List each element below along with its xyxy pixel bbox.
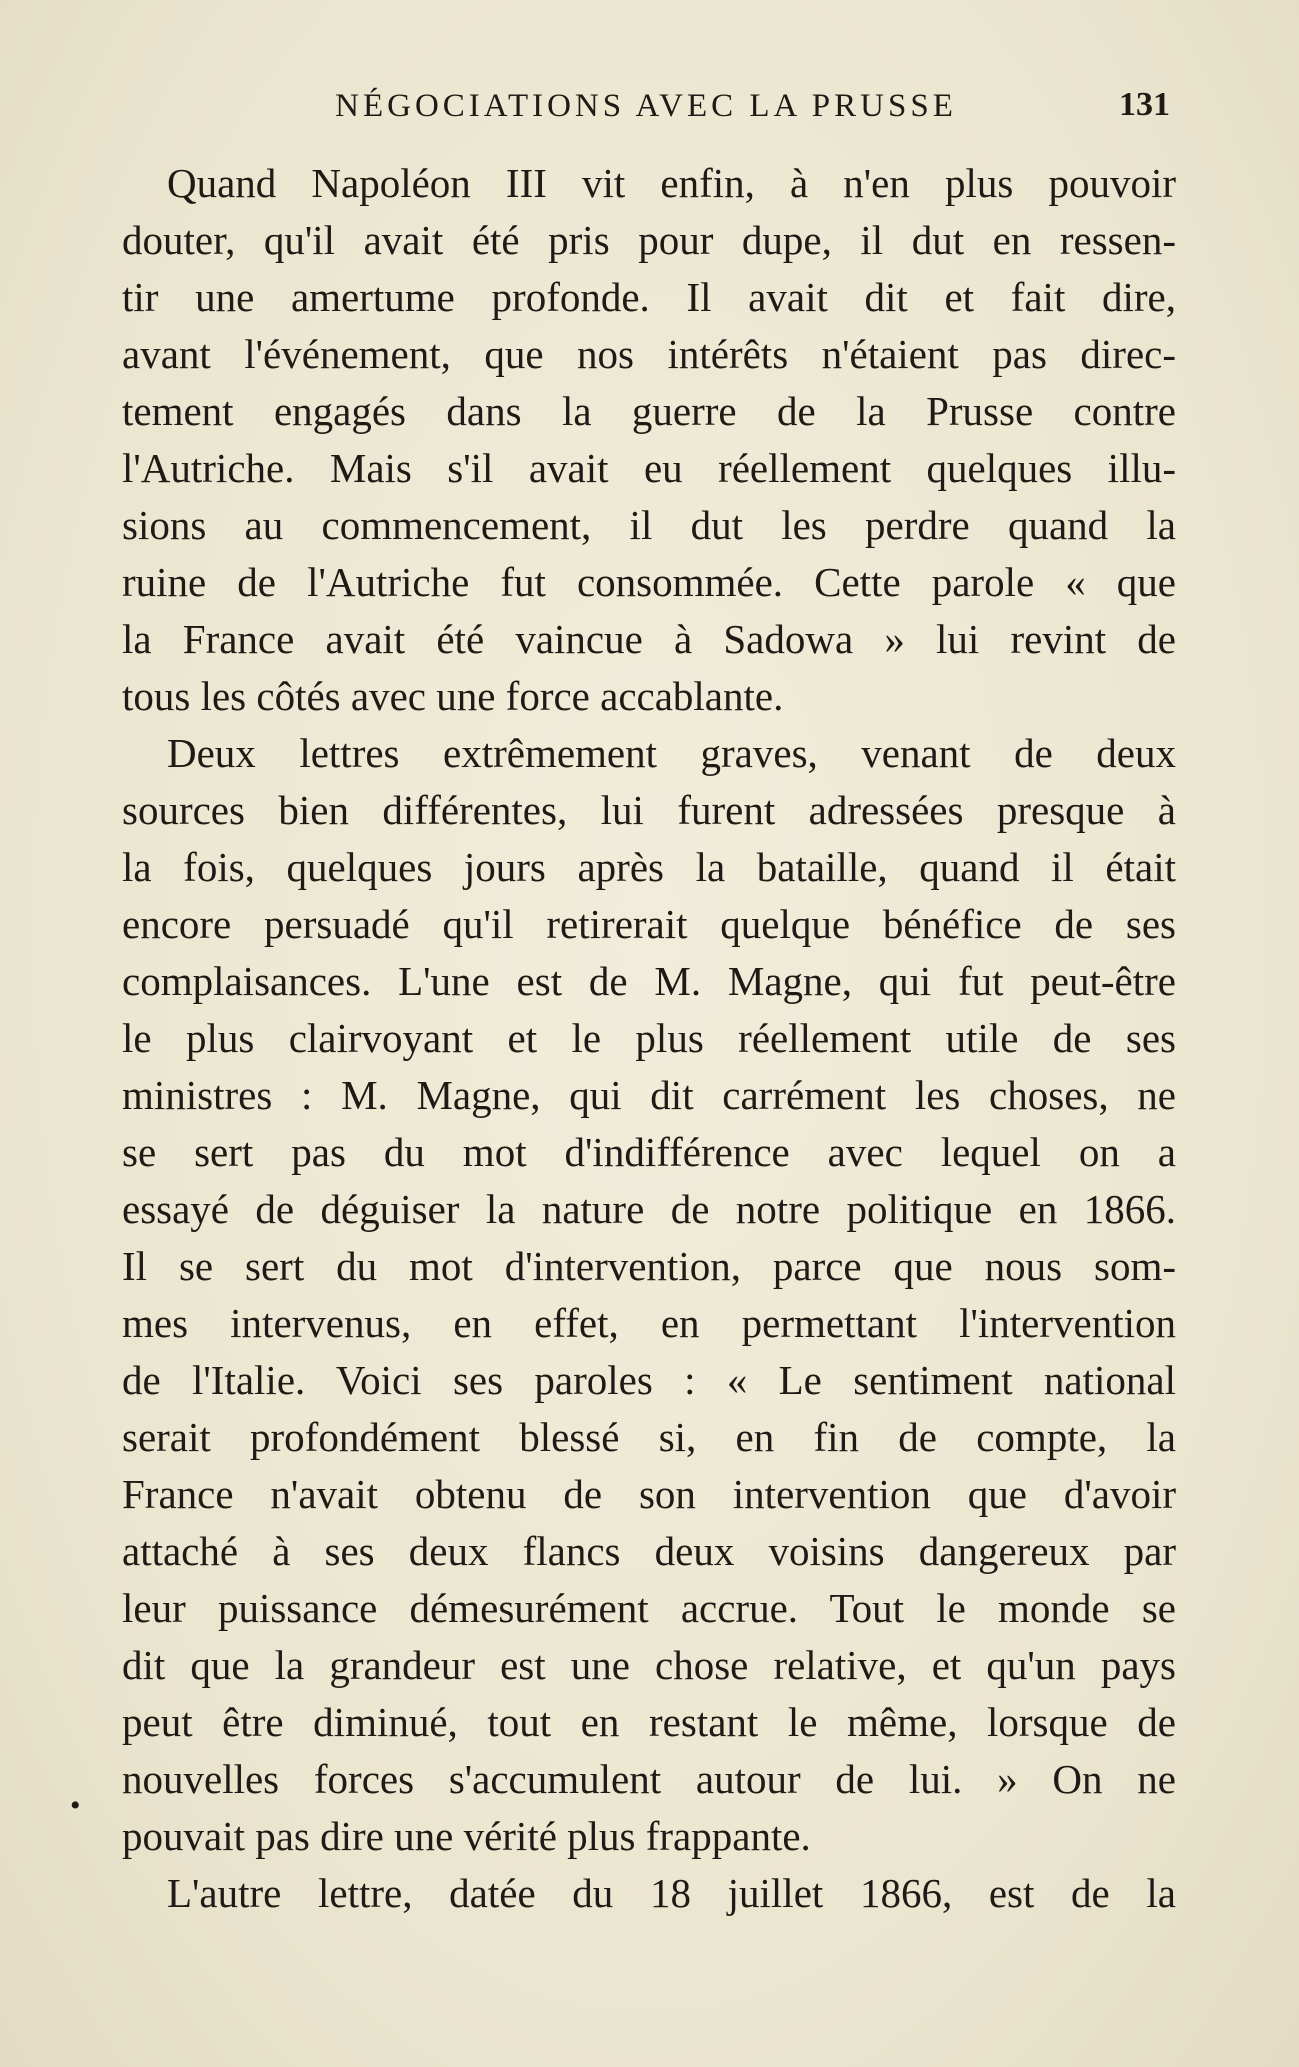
text-line: l'Autriche. Mais s'il avait eu réellement quelques illu- xyxy=(122,445,1176,491)
text-line: Il se sert du mot d'intervention, parce que nous som- xyxy=(122,1243,1176,1289)
text-line: mes intervenus, en effet, en permettant l'intervention xyxy=(122,1300,1176,1346)
text-line: sources bien différentes, lui furent adressées presque à xyxy=(122,787,1176,833)
text-line: essayé de déguiser la nature de notre politique en 1866. xyxy=(122,1186,1176,1232)
text-line: douter, qu'il avait été pris pour dupe, il dut en ressen- xyxy=(122,217,1176,263)
text-line: la France avait été vaincue à Sadowa » lui revint de xyxy=(122,616,1176,662)
text-line: de l'Italie. Voici ses paroles : « Le sentiment national xyxy=(122,1357,1176,1403)
text-line: Deux lettres extrêmement graves, venant de deux xyxy=(167,730,1176,776)
text-line: tir une amertume profonde. Il avait dit et fait dire, xyxy=(122,274,1176,320)
text-line: France n'avait obtenu de son intervention que d'avoir xyxy=(122,1471,1176,1517)
text-line: leur puissance démesurément accrue. Tout le monde se xyxy=(122,1585,1176,1631)
running-head xyxy=(122,80,1170,130)
body-text xyxy=(122,155,1176,1922)
margin-mark: • xyxy=(70,1789,81,1822)
text-line: le plus clairvoyant et le plus réellement utile de ses xyxy=(122,1015,1176,1061)
text-line: Quand Napoléon III vit enfin, à n'en plus pouvoir xyxy=(167,160,1176,206)
running-title: NÉGOCIATIONS AVEC LA PRUSSE xyxy=(335,88,957,124)
text-line: serait profondément blessé si, en fin de compte, la xyxy=(122,1414,1176,1460)
text-line: avant l'événement, que nos intérêts n'étaient pas direc- xyxy=(122,331,1176,377)
text-line: complaisances. L'une est de M. Magne, qui fut peut-être xyxy=(122,958,1176,1004)
text-line: nouvelles forces s'accumulent autour de lui. » On ne xyxy=(122,1756,1176,1802)
text-line: L'autre lettre, datée du 18 juillet 1866, est de la xyxy=(167,1870,1176,1916)
text-line: tous les côtés avec une force accablante. xyxy=(122,673,784,719)
page-number: 131 xyxy=(1119,86,1170,123)
text-line: tement engagés dans la guerre de la Prusse contre xyxy=(122,388,1176,434)
text-line: dit que la grandeur est une chose relative, et qu'un pays xyxy=(122,1642,1176,1688)
text-line: sions au commencement, il dut les perdre quand la xyxy=(122,502,1176,548)
text-line: pouvait pas dire une vérité plus frappante. xyxy=(122,1813,811,1859)
text-line: se sert pas du mot d'indifférence avec lequel on a xyxy=(122,1129,1176,1175)
text-line: encore persuadé qu'il retirerait quelque bénéfice de ses xyxy=(122,901,1176,947)
text-line: ruine de l'Autriche fut consommée. Cette parole « que xyxy=(122,559,1176,605)
text-line: peut être diminué, tout en restant le même, lorsque de xyxy=(122,1699,1176,1745)
text-line: la fois, quelques jours après la bataille, quand il était xyxy=(122,844,1176,890)
text-line: attaché à ses deux flancs deux voisins dangereux par xyxy=(122,1528,1176,1574)
text-line: ministres : M. Magne, qui dit carrément les choses, ne xyxy=(122,1072,1176,1118)
